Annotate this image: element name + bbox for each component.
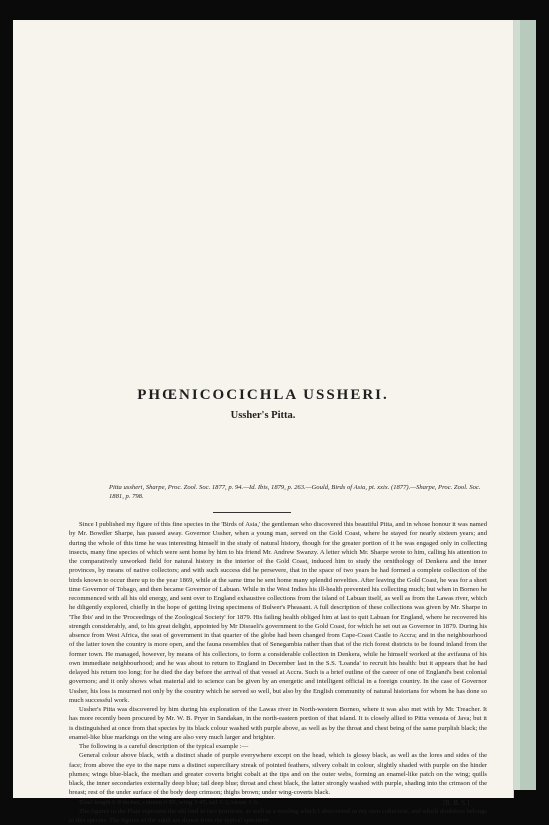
page-subtitle: Ussher's Pitta.: [230, 410, 296, 421]
author-signature: [R. B. S.]: [443, 800, 469, 807]
body-text: [69, 520, 487, 825]
paragraph: The following is a careful description of the typical example :—: [79, 743, 249, 750]
board-edge: [520, 20, 536, 790]
paragraph: Ussher's Pitta was discovered by him during his exploration of the Lawas river in North-western Borneo, where it was also met with by Mr. Treacher. It has more recently been procured by Mr. W. B. Pryer in Sandakan, in the north-eastern portion of that island. It is closely allied to Pitta venusta of Java; but it is distinguished at once from that species by its black colour washed with purple above, as well as by the throat and chest being of the same purplish black; the enamel-like blue markings on the wing are also very much larger and brighter.: [69, 706, 487, 741]
bibliographic-reference: Pitta ussheri, Sharpe, Proc. Zool. Soc. 1877, p. 94.—Id. Ibis, 1879, p. 263.—Gould, Birds of Asia, pt. xxix. (1877).—Sharpe, Proc. Zool. Soc. 1881, p. 798.: [109, 484, 481, 500]
paragraph: The figures in the Plate represent the old bird in two positions, as well as a nestling which I discovered in my own collection, and which doubtless belongs to this species. The figures of the adult are drawn from the typical specimen.: [69, 807, 487, 824]
paragraph: General colour above black, with a distinct shade of purple everywhere except on the head, which is glossy black, as well as the lores and sides of the face; from above the eye to the nape runs a distinct superciliary streak of pointed feathers, silvery cobalt in colour, slightly shaded with purple on the hinder plumes; wings blue-black, the median and greater coverts bright cobalt at the tips and on the outer webs, forming an enamel-like patch on the wing; quills black, the inner secondaries externally deep blue; tail deep blue; throat and chest black, the latter strongly washed with purple, shading into the crimson of the breast; rest of the under surface of the body deep crimson; thighs brown; under wing-coverts black.: [69, 752, 487, 797]
paragraph: Total length 6·8 inches, culmen 0·85, wing 3·45, tail 1·3, tarsus 1·6.: [79, 798, 259, 806]
paragraph: Since I published my figure of this fine species in the 'Birds of Asia,' the gentleman who discovered this beautiful Pitta, and in whose honour it was named by Mr. Bowdler Sharpe, has passed away. Governor Ussher, when a young man, served on the Gold Coast, where he stayed for nearly sixteen years; and during the whole of this time he was interesting himself in the study of natural history, though for the greater portion of it he was engaged only in collecting insects, many fine species of which were sent home by him to his friend Mr. Andrew Swanzy. A letter which Mr. Sharpe wrote to him, calling his attention to the comparatively unworked field for natural history in the interior of the Gold Coast, induced him to study the ornithology of Denkera and the inner provinces, by means of native collectors; and with such success did he persevere, that in the space of two years he had formed a complete collection of the birds known to occur there up to the year 1869, while at the same time he sent home many splendid novelties. After leaving the Gold Coast, he was for a short time Governor of Tobago, and then became Governor of Labuan. While in the West Indies his ill-health prevented his collecting much; but when in Borneo he recommenced with all his old energy, and sent over to England exhaustive collections from the island of Labuan itself, as well as from the Lawas river, which he diligently explored, chiefly in the hope of getting living specimens of Bulwer's Pheasant. A full description of these collections was given by Mr. Sharpe in 'The Ibis' and in the 'Proceedings of the Zoological Society' for 1879. His failing health obliged him at last to quit Labuan for England, where he recovered his strength considerably, and, to his great delight, appointed by Mr Disraeli's government to the Gold Coast, for which he set out as Governor in 1879. During his absence from West Africa, the seat of government in that quarter of the globe had been changed from Cape-Coast Castle to Accra; and in the neighbourhood of the latter town the country is more open, and the fauna resembles that of Senegambia rather than that of the rich forest districts to be found inland from the former town. He managed, however, by means of his collectors, to form a considerable collection in Denkera, while he himself worked at the avifauna of his own immediate neighbourhood; and he was about to return to England in December last in the S.S. 'Loanda' to recruit his health: but it appears that he had delayed his return too long; for he died the day before the arrival of that vessel at Accra. Such is a brief outline of the career of one of England's best colonial governors; and it only shows what material aid to science can be given by an energetic and intelligent official in a foreign country. In the case of Governor Ussher, his loss is mourned not only by the country which he served so well, but also by the English community of natural historians for whom he has done so much successful work.: [69, 521, 487, 704]
book-page: [13, 20, 514, 824]
page-title: PHŒNICOCICHLA USSHERI.: [137, 387, 389, 403]
divider-rule: [213, 512, 291, 513]
